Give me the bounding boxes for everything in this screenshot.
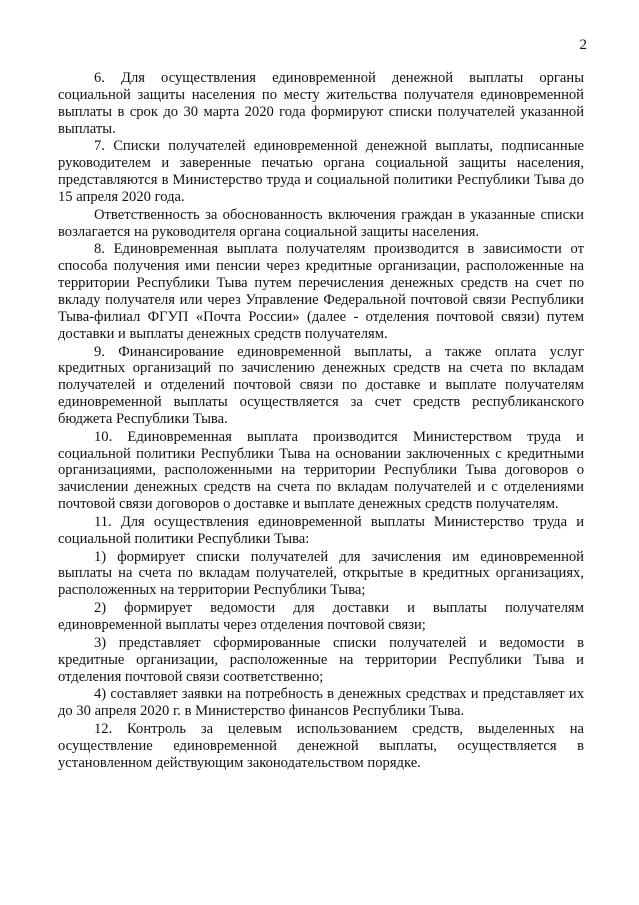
paragraph-item-9: 9. Финансирование единовременной выплаты, а также оплата услуг кредитных организаций по зачислению денежных средств на счета по вкладам получателей и отделений почтовой связи по доставке и выплате получателям единовременной выплаты осуществляется за счет средств республиканского бюджета Республики Тыва.: [58, 343, 584, 427]
paragraph-item-11: 11. Для осуществления единовременной выплаты Министерство труда и социальной политики Республики Тыва:: [58, 513, 584, 547]
paragraph-responsibility: Ответственность за обоснованность включения граждан в указанные списки возлагается на руководителя органа социальной защиты населения.: [58, 206, 584, 240]
paragraph-item-12: 12. Контроль за целевым использованием средств, выделенных на осуществление единовременной денежной выплаты, осуществляется в установленном действующим законодательством порядке.: [58, 721, 584, 771]
paragraph-item-8: 8. Единовременная выплата получателям производится в зависимости от способа получения ими пенсии через кредитные организации, расположенные на территории Республики Тыва путем перечисления денежных средств на счет по вкладу получателя или через Управление Федеральной почтовой связи Республики Тыва-филиал ФГУП «Почта России» (далее - отделения почтовой связи) путем доставки и выплаты денежных средств получателям.: [58, 241, 584, 342]
page-number: 2: [579, 37, 587, 53]
paragraph-item-6: 6. Для осуществления единовременной денежной выплаты органы социальной защиты населения по месту жительства получателя единовременной выплаты в срок до 30 марта 2020 года формируют списки получателей указанной выплаты.: [58, 70, 584, 137]
subitem-2: 2) формирует ведомости для доставки и выплаты получателям единовременной выплаты через отделения почтовой связи;: [58, 600, 584, 633]
subitem-4: 4) составляет заявки на потребность в денежных средствах и представляет их до 30 апреля 2020 г. в Министерство финансов Республики Тыва.: [58, 686, 584, 720]
paragraph-item-7: 7. Списки получателей единовременной денежной выплаты, подписанные руководителем и заверенные печатью органа социальной защиты населения, представляются в Министерство труда и социальной политики Республики Тыва до 15 апреля 2020 года.: [58, 138, 584, 205]
subitem-1: 1) формирует списки получателей для зачисления им единовременной выплаты на счета по вкладам получателей, открытые в кредитных организациях, расположенных на территории Республики Тыва;: [58, 548, 584, 599]
subitem-3: 3) представляет сформированные списки получателей и ведомости в кредитные организации, расположенные на территории Республики Тыва и отделения почтовой связи соответственно;: [58, 634, 584, 685]
paragraph-item-10: 10. Единовременная выплата производится Министерством труда и социальной политики Республики Тыва на основании заключенных с кредитными организациями, расположенными на территории Республики Тыва договоров о зачислении денежных средств на счета по вкладам получателей и с отделениями почтовой связи договоров о доставке и выплате денежных средств получателям.: [58, 428, 584, 513]
document-body: [58, 70, 584, 773]
